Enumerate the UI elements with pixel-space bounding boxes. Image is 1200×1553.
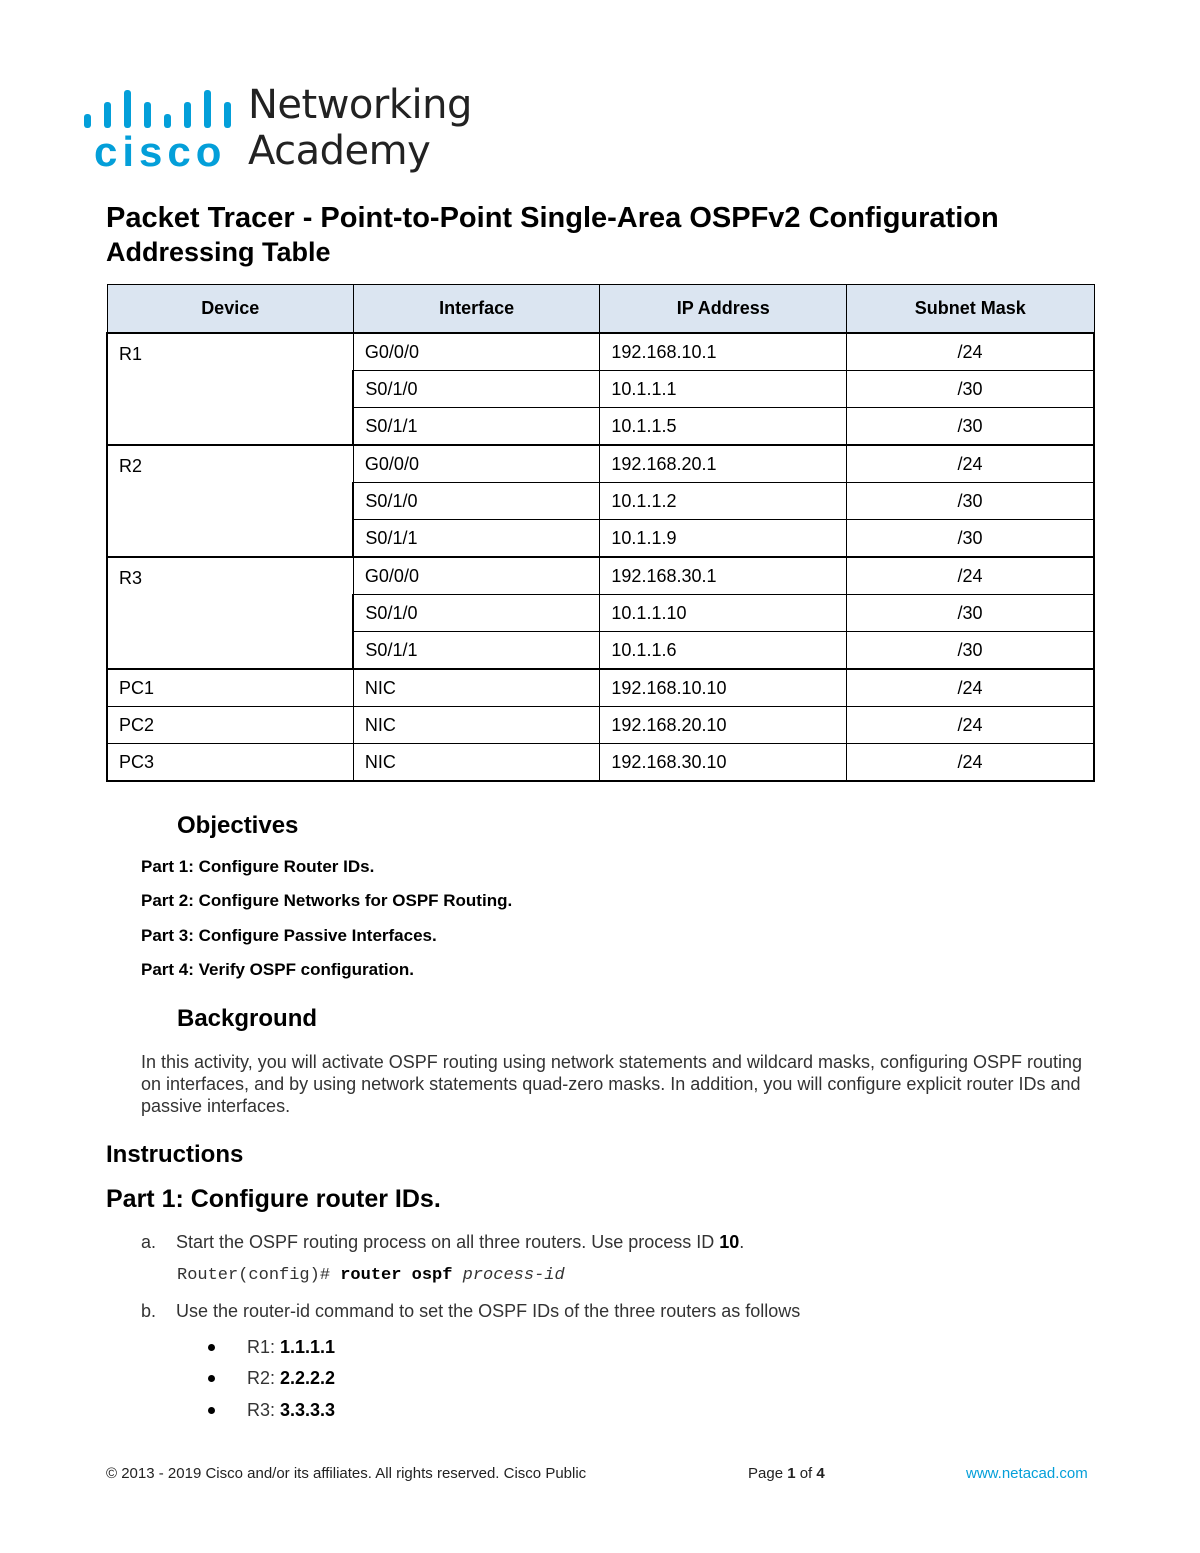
ip-cell: 192.168.10.1: [600, 333, 847, 371]
footer-copyright: © 2013 - 2019 Cisco and/or its affiliates. All rights reserved. Cisco Public: [106, 1465, 587, 1482]
interface-cell: NIC: [353, 744, 599, 782]
footer-page-number: Page 1 of 4: [748, 1465, 825, 1482]
column-header: Interface: [353, 285, 599, 334]
interface-cell: G0/0/0: [353, 333, 599, 371]
interface-cell: NIC: [353, 669, 599, 707]
ip-cell: 192.168.20.1: [600, 445, 847, 483]
device-cell: PC2: [107, 707, 353, 744]
cisco-wordmark: cisco: [94, 128, 227, 175]
ip-cell: 10.1.1.10: [600, 595, 847, 632]
document-title: Packet Tracer - Point-to-Point Single-Area OSPFv2 Configuration: [106, 202, 999, 234]
cisco-networking-academy-logo: [84, 82, 484, 180]
interface-cell: S0/1/1: [353, 632, 599, 670]
interface-cell: G0/0/0: [353, 445, 599, 483]
ip-cell: 10.1.1.6: [600, 632, 847, 670]
ip-cell: 192.168.30.1: [600, 557, 847, 595]
ip-cell: 10.1.1.5: [600, 408, 847, 446]
column-header: IP Address: [600, 285, 847, 334]
objective-part-4: Part 4: Verify OSPF configuration.: [141, 960, 414, 979]
cli-prompt: Router(config)#: [177, 1266, 341, 1285]
table-row: [107, 707, 1094, 744]
objective-part-3: Part 3: Configure Passive Interfaces.: [141, 926, 437, 945]
mask-cell: /24: [847, 744, 1094, 782]
ip-cell: 10.1.1.2: [600, 483, 847, 520]
table-row: [107, 744, 1094, 782]
mask-cell: /30: [847, 520, 1094, 558]
bullet-icon: [208, 1344, 215, 1351]
objective-part-1: Part 1: Configure Router IDs.: [141, 857, 375, 876]
device-cell: R1: [107, 333, 353, 445]
interface-cell: S0/1/1: [353, 408, 599, 446]
ip-cell: 192.168.10.10: [600, 669, 847, 707]
interface-cell: NIC: [353, 707, 599, 744]
step-letter: a.: [141, 1232, 157, 1252]
interface-cell: S0/1/0: [353, 371, 599, 408]
objective-part-2: Part 2: Configure Networks for OSPF Routing.: [141, 891, 513, 910]
column-header: Subnet Mask: [847, 285, 1094, 334]
logo-academy: Academy: [248, 128, 431, 174]
background-heading: Background: [177, 1005, 318, 1032]
step-text: Start the OSPF routing process on all three routers. Use process ID 10.: [176, 1232, 745, 1252]
ip-cell: 10.1.1.9: [600, 520, 847, 558]
instructions-heading: Instructions: [106, 1141, 244, 1168]
footer-website[interactable]: [966, 1465, 1088, 1482]
ip-cell: 10.1.1.1: [600, 371, 847, 408]
column-header: Device: [107, 285, 353, 334]
device-cell: PC1: [107, 669, 353, 707]
background-paragraph: In this activity, you will activate OSPF routing using network statements and wildcard masks, configuring OSPF routing on interfaces, and by using network statements quad-zero masks. In addition, you will configure explicit router IDs and passive interfaces.: [141, 1052, 1083, 1116]
cli-command: router ospf: [340, 1266, 463, 1285]
table-row: [107, 669, 1094, 707]
mask-cell: /30: [847, 408, 1094, 446]
cli-argument: process-id: [462, 1266, 565, 1285]
bullet-icon: [208, 1375, 215, 1382]
objectives-heading: Objectives: [177, 812, 299, 839]
mask-cell: /24: [847, 445, 1094, 483]
interface-cell: S0/1/1: [353, 520, 599, 558]
mask-cell: /24: [847, 669, 1094, 707]
device-cell: R2: [107, 445, 353, 557]
interface-cell: G0/0/0: [353, 557, 599, 595]
command-example: [177, 1266, 565, 1285]
addressing-table: [106, 284, 1095, 782]
device-cell: PC3: [107, 744, 353, 782]
part1-heading: Part 1: Configure router IDs.: [106, 1185, 441, 1213]
mask-cell: /30: [847, 483, 1094, 520]
interface-cell: S0/1/0: [353, 483, 599, 520]
mask-cell: /24: [847, 707, 1094, 744]
step-letter: b.: [141, 1301, 157, 1321]
ip-cell: 192.168.20.10: [600, 707, 847, 744]
table-header-row: [107, 285, 1094, 334]
logo-networking: Networking: [248, 82, 472, 128]
table-row: [107, 445, 1094, 483]
addressing-table-heading: Addressing Table: [106, 237, 331, 267]
mask-cell: /24: [847, 557, 1094, 595]
device-cell: R3: [107, 557, 353, 669]
mask-cell: /30: [847, 371, 1094, 408]
step-text: Use the router-id command to set the OSPF IDs of the three routers as follows: [176, 1301, 801, 1321]
mask-cell: /24: [847, 333, 1094, 371]
website-link[interactable]: www.netacad.com: [966, 1465, 1088, 1482]
cisco-bars-icon: [84, 88, 234, 128]
process-id-value: 10: [719, 1232, 740, 1252]
mask-cell: /30: [847, 632, 1094, 670]
ip-cell: 192.168.30.10: [600, 744, 847, 782]
bullet-icon: [208, 1407, 215, 1414]
mask-cell: /30: [847, 595, 1094, 632]
table-row: [107, 557, 1094, 595]
interface-cell: S0/1/0: [353, 595, 599, 632]
table-row: [107, 333, 1094, 371]
